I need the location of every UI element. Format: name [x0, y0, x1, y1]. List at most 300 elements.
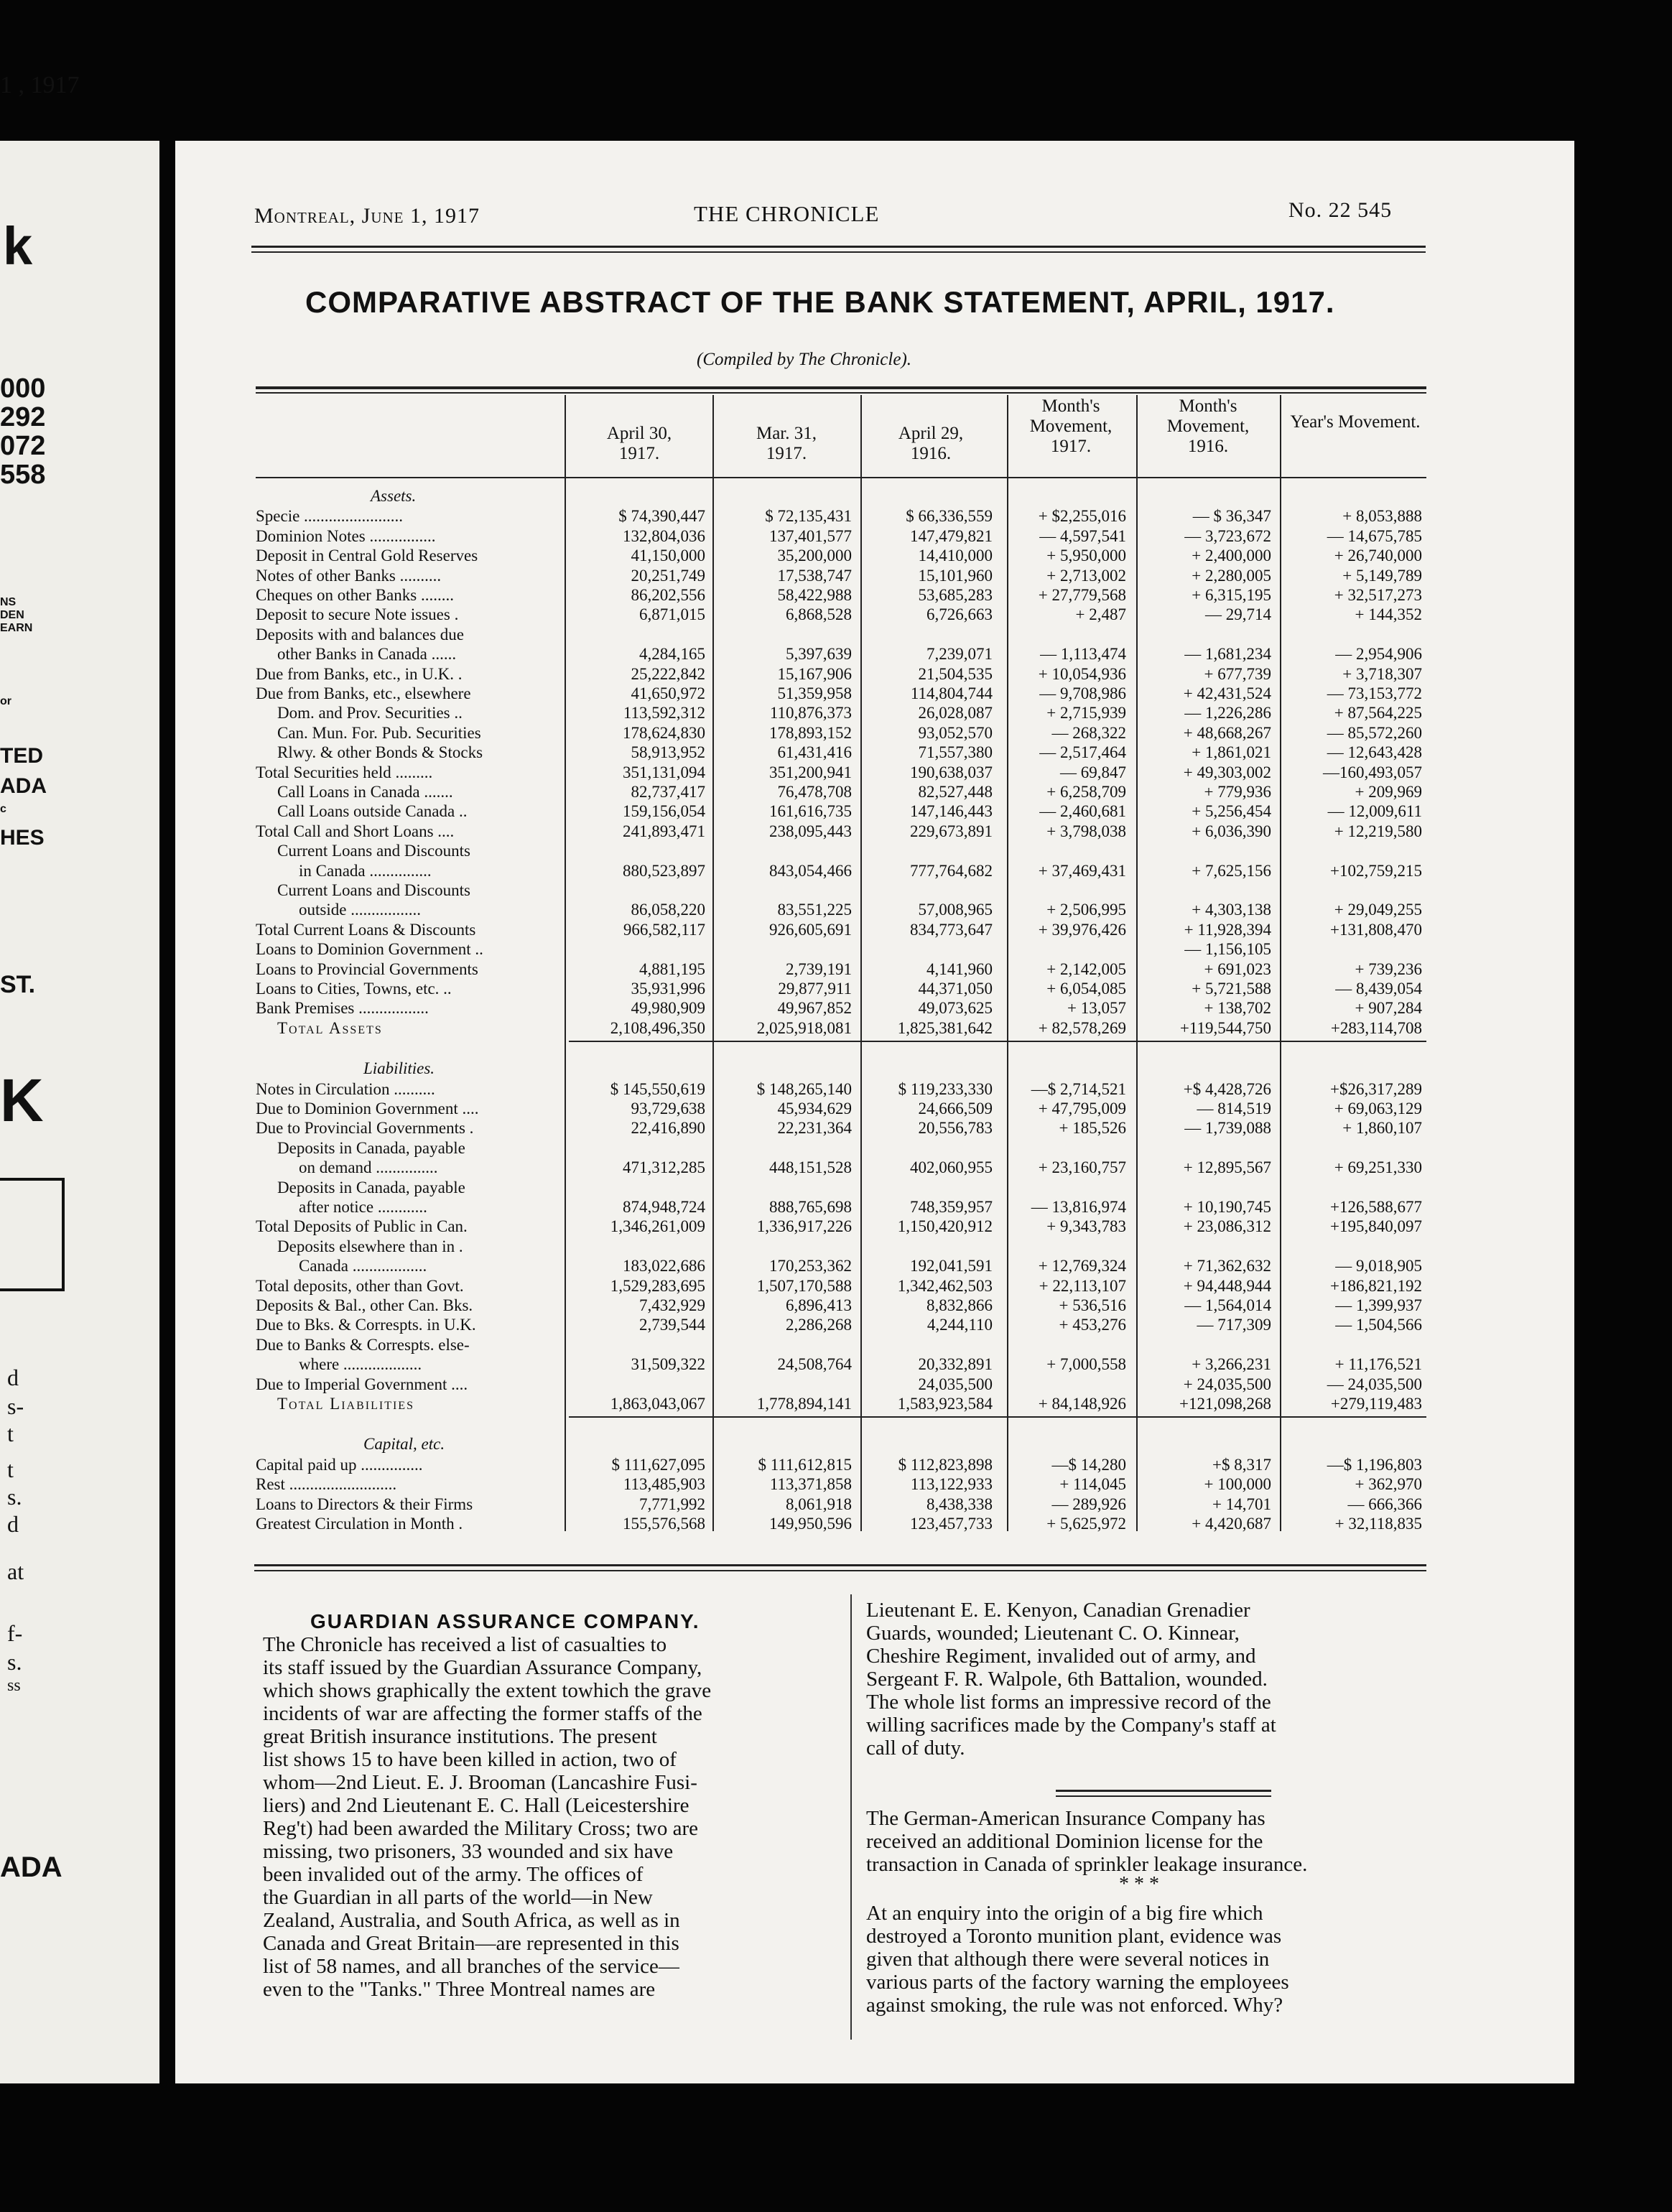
row-value: 24,035,500 [918, 1375, 993, 1393]
row-value: +195,840,097 [1330, 1217, 1422, 1235]
article-line: list of 58 names, and all branches of the service— [263, 1955, 679, 1978]
row-value: 161,616,735 [769, 802, 852, 820]
row-value: — 2,460,681 [1039, 802, 1126, 820]
row-value: 58,913,952 [631, 743, 705, 761]
row-value: + 779,936 [1204, 783, 1271, 801]
row-value: 24,666,509 [918, 1100, 993, 1117]
table-bottom-rule-2 [254, 1570, 1426, 1571]
row-value: + 5,721,588 [1192, 980, 1271, 998]
row-value: 149,950,596 [769, 1515, 852, 1533]
row-value: $ 74,390,447 [618, 507, 705, 525]
row-value: 86,202,556 [631, 586, 705, 604]
row-value: — 73,153,772 [1327, 684, 1422, 702]
article-line: whom—2nd Lieut. E. J. Brooman (Lancashire Fusi- [263, 1771, 697, 1794]
row-label: after notice ............ [299, 1198, 427, 1216]
article-heading: GUARDIAN ASSURANCE COMPANY. [310, 1610, 700, 1632]
table-row [256, 1099, 1583, 1119]
header-rule [251, 246, 1426, 248]
row-value: — 24,035,500 [1327, 1375, 1422, 1393]
row-label: Deposit to secure Note issues . [256, 605, 459, 623]
row-value: + 12,769,324 [1038, 1257, 1126, 1275]
row-value: + 2,142,005 [1046, 960, 1126, 978]
row-value: 82,737,417 [631, 783, 705, 801]
row-value: + 1,860,107 [1342, 1119, 1422, 1137]
row-value: — 69,847 [1060, 763, 1126, 781]
row-value: + 27,779,568 [1038, 586, 1126, 604]
row-value: + 2,506,995 [1046, 901, 1126, 919]
row-value: 8,438,338 [926, 1495, 993, 1513]
row-value: 7,239,071 [926, 645, 993, 663]
table-row [256, 684, 1583, 704]
prev-page-fragment: 072 [0, 431, 46, 461]
row-value: — 1,226,286 [1184, 704, 1271, 722]
prev-page-fragment: ADA [0, 774, 47, 798]
row-value: + 49,303,002 [1183, 763, 1271, 781]
row-value: 1,825,381,642 [897, 1019, 993, 1037]
table-row [256, 959, 1583, 980]
row-value: 351,200,941 [769, 763, 852, 781]
table-bottom-rule [254, 1564, 1426, 1566]
row-value: + 47,795,009 [1038, 1100, 1126, 1117]
article-line: which shows graphically the extent towhich the grave [263, 1679, 712, 1702]
table-row [256, 625, 1583, 645]
article-line: The German-American Insurance Company has [866, 1807, 1265, 1830]
row-value: $ 72,135,431 [765, 507, 852, 525]
article-line: liers) and 2nd Lieutenant E. C. Hall (Leicestershire [263, 1794, 689, 1817]
row-label: Rest .......................... [256, 1475, 397, 1493]
row-value: 113,592,312 [623, 704, 705, 722]
table-row [256, 546, 1583, 566]
row-value: —$ 1,196,803 [1327, 1456, 1422, 1474]
prev-page-fragment: DEN [0, 609, 24, 621]
article-line: The Chronicle has received a list of casualties to [263, 1633, 667, 1656]
row-value: $ 66,336,559 [906, 507, 993, 525]
header-dateline: Montreal, June 1, 1917 [254, 204, 480, 228]
row-value: 1,778,894,141 [756, 1395, 852, 1413]
row-value: 1,583,923,584 [897, 1395, 993, 1413]
table-row [256, 782, 1583, 802]
row-value: 49,073,625 [918, 999, 993, 1017]
table-row [256, 1354, 1583, 1375]
row-value: + 2,400,000 [1192, 547, 1271, 564]
row-value: + 29,049,255 [1334, 901, 1422, 919]
row-value: 93,729,638 [631, 1100, 705, 1117]
prev-page-fragment: HES [0, 826, 45, 850]
row-label: Due to Provincial Governments . [256, 1119, 474, 1137]
row-label: Can. Mun. For. Pub. Securities [277, 724, 481, 742]
row-value: 2,025,918,081 [756, 1019, 852, 1037]
table-row [256, 841, 1583, 861]
row-value: — 2,517,464 [1039, 743, 1126, 761]
row-value: — 1,681,234 [1184, 645, 1271, 663]
row-value: 49,967,852 [777, 999, 852, 1017]
short-rule-2 [1056, 1795, 1271, 1797]
row-value: + 5,625,972 [1046, 1515, 1126, 1533]
row-value: + 84,148,926 [1038, 1395, 1126, 1413]
article-line: Sergeant F. R. Walpole, 6th Battalion, wounded. [866, 1668, 1268, 1691]
row-value: 229,673,891 [910, 822, 993, 840]
total-row [256, 763, 1583, 783]
row-value: 834,773,647 [910, 921, 993, 939]
table-row [256, 605, 1583, 625]
row-value: + 9,343,783 [1046, 1217, 1126, 1235]
total-row [256, 1217, 1583, 1237]
row-label: Deposits & Bal., other Can. Bks. [256, 1296, 473, 1314]
row-value: +102,759,215 [1330, 862, 1422, 880]
prev-page-fragment: at [7, 1558, 24, 1584]
row-value: — 717,309 [1197, 1316, 1271, 1334]
row-value: 748,359,957 [910, 1198, 993, 1216]
table-row [256, 566, 1583, 586]
row-value: + 7,000,558 [1046, 1355, 1126, 1373]
row-label: Total deposits, other than Govt. [256, 1277, 464, 1295]
table-row [256, 861, 1583, 881]
total-row [256, 822, 1583, 842]
row-value: — 3,723,672 [1184, 527, 1271, 545]
row-value: 2,739,191 [786, 960, 852, 978]
row-label: Cheques on other Banks ........ [256, 586, 454, 604]
row-value: + 3,798,038 [1046, 822, 1126, 840]
prev-page-fragment: 292 [0, 402, 46, 432]
table-row [256, 743, 1583, 763]
row-value: — 1,564,014 [1184, 1296, 1271, 1314]
row-value: + 5,950,000 [1046, 547, 1126, 564]
row-value: 1,507,170,588 [756, 1277, 852, 1295]
row-value: 159,156,054 [623, 802, 705, 820]
row-label: Due to Banks & Correspts. else- [256, 1336, 470, 1354]
table-row [256, 1158, 1583, 1178]
table-row [256, 998, 1583, 1018]
row-value: + 69,251,330 [1334, 1158, 1422, 1176]
row-value: 21,504,535 [918, 665, 993, 683]
row-label: Notes of other Banks .......... [256, 567, 442, 585]
row-value: +$26,317,289 [1330, 1080, 1422, 1098]
row-value: — 13,816,974 [1031, 1198, 1126, 1216]
row-value: 2,286,268 [786, 1316, 852, 1334]
row-value: + 2,487 [1075, 605, 1126, 623]
row-value: — 1,156,105 [1184, 940, 1271, 958]
row-label: Dom. and Prov. Securities .. [277, 704, 463, 722]
row-value: — 814,519 [1197, 1100, 1271, 1117]
prev-page-fragment: NS [0, 596, 17, 608]
section-separator [569, 1041, 1426, 1042]
row-value: 471,312,285 [623, 1158, 705, 1176]
row-value: 20,556,783 [918, 1119, 993, 1137]
row-value: + 907,284 [1355, 999, 1422, 1017]
table-row [256, 644, 1583, 664]
row-label: Bank Premises ................. [256, 999, 429, 1017]
row-value: + 114,045 [1059, 1475, 1126, 1493]
table-row [256, 1197, 1583, 1217]
row-label: other Banks in Canada ...... [277, 645, 457, 663]
row-value: 17,538,747 [777, 567, 852, 585]
row-label: Rlwy. & other Bonds & Stocks [277, 743, 483, 761]
table-row [256, 526, 1583, 547]
row-value: $ 111,612,815 [758, 1456, 852, 1474]
news-item-toronto-fire [866, 1902, 1438, 2017]
row-value: + 536,516 [1059, 1296, 1126, 1314]
row-label: Dominion Notes ................ [256, 527, 436, 545]
row-value: 93,052,570 [918, 724, 993, 742]
row-value: 6,868,528 [786, 605, 852, 623]
row-value: 1,336,917,226 [756, 1217, 852, 1235]
row-value: 53,685,283 [918, 586, 993, 604]
row-value: — 12,009,611 [1327, 802, 1422, 820]
table-subtitle: (Compiled by The Chronicle). [697, 350, 912, 369]
table-title: COMPARATIVE ABSTRACT OF THE BANK STATEMENT, APRIL, 1917. [305, 285, 1335, 319]
column-header: Month's Movement, 1916. [1166, 396, 1250, 456]
row-value: 4,284,165 [639, 645, 705, 663]
row-label: Deposits with and balances due [256, 626, 464, 643]
row-value: 132,804,036 [623, 527, 705, 545]
short-rule [1056, 1790, 1271, 1792]
row-value: $ 119,233,330 [898, 1080, 993, 1098]
row-label: Notes in Circulation .......... [256, 1080, 435, 1098]
row-value: + 209,969 [1355, 783, 1422, 801]
row-value: 41,150,000 [631, 547, 705, 564]
row-value: + 13,057 [1067, 999, 1126, 1017]
prev-page-fragment: c [0, 803, 6, 815]
row-value: 6,896,413 [786, 1296, 852, 1314]
row-value: +126,588,677 [1330, 1198, 1422, 1216]
row-value: 51,359,958 [777, 684, 852, 702]
column-header: April 30, 1917. [606, 424, 672, 463]
row-value: + 8,053,888 [1342, 507, 1422, 525]
row-value: 22,416,890 [631, 1119, 705, 1137]
row-value: 926,605,691 [769, 921, 852, 939]
prev-page-fragment: 000 [0, 373, 46, 404]
table-row [256, 1375, 1583, 1395]
row-value: 170,253,362 [769, 1257, 852, 1275]
table-row [256, 1138, 1583, 1158]
row-value: + 24,035,500 [1183, 1375, 1271, 1393]
row-value: 137,401,577 [769, 527, 852, 545]
row-value: + 144,352 [1355, 605, 1422, 623]
row-value: 83,551,225 [777, 901, 852, 919]
row-value: 113,485,903 [623, 1475, 705, 1493]
article-line: great British insurance institutions. The present [263, 1725, 657, 1748]
prev-page-fragment: 558 [0, 460, 46, 490]
row-label: Due from Banks, etc., elsewhere [256, 684, 471, 702]
article-line: destroyed a Toronto munition plant, evidence was [866, 1925, 1282, 1948]
prev-page-fragment: or [0, 695, 11, 707]
prev-page-fragment: t [7, 1456, 14, 1482]
column-header: Year's Movement. [1290, 412, 1421, 432]
table-row [256, 1296, 1583, 1316]
row-value: +186,821,192 [1330, 1277, 1422, 1295]
row-value: 44,371,050 [918, 980, 993, 998]
row-value: 241,893,471 [623, 822, 705, 840]
row-value: — 1,399,937 [1335, 1296, 1422, 1314]
table-row [256, 939, 1583, 959]
row-label: Total Deposits of Public in Can. [256, 1217, 468, 1235]
previous-page-edge [0, 72, 159, 2083]
table-row [256, 1474, 1583, 1495]
row-value: + $2,255,016 [1038, 507, 1126, 525]
table-top-rule [256, 386, 1426, 389]
row-label: Due from Banks, etc., in U.K. . [256, 665, 463, 683]
row-value: 1,346,261,009 [610, 1217, 705, 1235]
article-line: Reg't) had been awarded the Military Cross; two are [263, 1817, 698, 1840]
table-row [256, 1237, 1583, 1257]
row-value: + 23,160,757 [1038, 1158, 1126, 1176]
table-row [256, 1178, 1583, 1198]
prev-page-fragment: ST. [0, 971, 36, 998]
row-value: 58,422,988 [777, 586, 852, 604]
row-value: 2,739,544 [639, 1316, 705, 1334]
section-heading: Liabilities. [363, 1059, 435, 1078]
prev-page-fragment: TED [0, 744, 43, 768]
row-value: + 71,362,632 [1183, 1257, 1271, 1275]
row-value: 35,200,000 [777, 547, 852, 564]
row-value: + 26,740,000 [1334, 547, 1422, 564]
row-value: 29,877,911 [778, 980, 852, 998]
row-label: Due to Bks. & Correspts. in U.K. [256, 1316, 476, 1334]
row-value: — 12,643,428 [1327, 743, 1422, 761]
row-value: + 4,420,687 [1192, 1515, 1271, 1533]
row-label: Call Loans in Canada ....... [277, 783, 453, 801]
row-value: 49,980,909 [631, 999, 705, 1017]
row-label: Loans to Directors & their Firms [256, 1495, 473, 1513]
prev-page-fragment: K [0, 1066, 44, 1134]
table-row [256, 1514, 1583, 1534]
article-line: The whole list forms an impressive record of the [866, 1691, 1271, 1714]
row-value: + 185,526 [1059, 1119, 1126, 1137]
article-line: Lieutenant E. E. Kenyon, Canadian Grenadier [866, 1599, 1250, 1622]
row-value: 183,022,686 [623, 1257, 705, 1275]
table-row [256, 900, 1583, 920]
row-label: Deposits in Canada, payable [277, 1179, 465, 1196]
column-header: Month's Movement, 1917. [1029, 396, 1113, 456]
row-value: 351,131,094 [623, 763, 705, 781]
row-label: Capital paid up ............... [256, 1456, 423, 1474]
row-label: in Canada ............... [299, 862, 432, 880]
table-row [256, 723, 1583, 743]
row-value: + 6,315,195 [1192, 586, 1271, 604]
row-value: 76,478,708 [777, 783, 852, 801]
row-value: + 3,718,307 [1342, 665, 1422, 683]
row-label: Deposits elsewhere than in . [277, 1237, 463, 1255]
row-value: — 1,504,566 [1335, 1316, 1422, 1334]
table-row [256, 585, 1583, 605]
row-label: Greatest Circulation in Month . [256, 1515, 463, 1533]
row-value: +131,808,470 [1330, 921, 1422, 939]
row-value: + 2,713,002 [1046, 567, 1126, 585]
row-value: 8,061,918 [786, 1495, 852, 1513]
row-value: $ 112,823,898 [898, 1456, 993, 1474]
row-value: +121,098,268 [1179, 1395, 1271, 1413]
row-value: 26,028,087 [918, 704, 993, 722]
row-label: Loans to Dominion Government .. [256, 940, 483, 958]
row-value: + 138,702 [1204, 999, 1271, 1017]
row-value: — 14,675,785 [1327, 527, 1422, 545]
article-line: Canada and Great Britain—are represented in this [263, 1932, 679, 1955]
row-value: + 69,063,129 [1334, 1100, 1422, 1117]
column-header: Mar. 31, 1917. [756, 424, 817, 463]
article-line: missing, two prisoners, 33 wounded and six have [263, 1840, 674, 1863]
row-value: + 10,190,745 [1183, 1198, 1271, 1216]
article-line: transaction in Canada of sprinkler leakage insurance. [866, 1853, 1308, 1876]
row-value: 4,244,110 [926, 1316, 993, 1334]
row-value: + 11,928,394 [1184, 921, 1271, 939]
article-line: even to the "Tanks." Three Montreal names are [263, 1978, 656, 2001]
table-row [256, 506, 1583, 526]
row-value: + 82,578,269 [1038, 1019, 1126, 1037]
row-value: 71,557,380 [918, 743, 993, 761]
row-value: + 11,176,521 [1334, 1355, 1422, 1373]
row-value: +283,114,708 [1330, 1019, 1422, 1037]
header-rule-2 [251, 251, 1426, 253]
article-line: Zealand, Australia, and South Africa, as well as in [263, 1909, 680, 1932]
row-value: + 739,236 [1355, 960, 1422, 978]
row-label: Canada .................. [299, 1257, 427, 1275]
row-value: 41,650,972 [631, 684, 705, 702]
row-value: $ 111,627,095 [611, 1456, 705, 1474]
article-line: list shows 15 to have been killed in action, two of [263, 1748, 677, 1771]
row-value: 4,881,195 [639, 960, 705, 978]
row-value: + 12,895,567 [1183, 1158, 1271, 1176]
row-label: Total Current Loans & Discounts [256, 921, 476, 939]
column-divider [850, 1594, 852, 2040]
row-value: + 362,970 [1355, 1475, 1422, 1493]
row-value: 113,371,858 [769, 1475, 852, 1493]
row-value: 8,832,866 [926, 1296, 993, 1314]
row-value: 25,222,842 [631, 665, 705, 683]
row-value: 7,771,992 [639, 1495, 705, 1513]
total-row [256, 920, 1583, 940]
separator-stars: * * * [1119, 1873, 1159, 1895]
header-masthead: THE CHRONICLE [694, 201, 880, 226]
row-value: 6,726,663 [926, 605, 993, 623]
row-value: —$ 14,280 [1051, 1456, 1126, 1474]
row-value: 777,764,682 [910, 862, 993, 880]
row-label: Total Securities held ......... [256, 763, 433, 781]
row-value: +$ 4,428,726 [1183, 1080, 1271, 1098]
row-value: + 32,517,273 [1334, 586, 1422, 604]
row-value: 57,008,965 [918, 901, 993, 919]
prev-page-fragment: k [3, 216, 33, 276]
row-value: + 3,266,231 [1192, 1355, 1271, 1373]
row-value: $ 148,265,140 [756, 1080, 852, 1098]
row-value: + 6,258,709 [1046, 783, 1126, 801]
row-value: +119,544,750 [1179, 1019, 1271, 1037]
article-right-continuation [866, 1599, 1438, 1760]
article-line: willing sacrifices made by the Company's staff at [866, 1714, 1276, 1737]
table-row [256, 880, 1583, 901]
row-value: + 453,276 [1059, 1316, 1126, 1334]
row-value: + 12,219,580 [1334, 822, 1422, 840]
news-item-german-american [866, 1807, 1438, 1876]
row-value: + 4,303,138 [1192, 901, 1271, 919]
row-value: — 85,572,260 [1327, 724, 1422, 742]
row-value: + 87,564,225 [1334, 704, 1422, 722]
row-value: 31,509,322 [631, 1355, 705, 1373]
row-value: + 100,000 [1204, 1475, 1271, 1493]
row-label: Total Liabilities [277, 1395, 414, 1413]
row-value: — 2,954,906 [1335, 645, 1422, 663]
row-value: 15,167,906 [777, 665, 852, 683]
row-value: 2,108,496,350 [610, 1019, 705, 1037]
row-value: 155,576,568 [623, 1515, 705, 1533]
section-heading: Assets. [371, 487, 417, 505]
row-value: + 48,668,267 [1183, 724, 1271, 742]
row-label: Current Loans and Discounts [277, 842, 470, 860]
article-line: Cheshire Regiment, invalided out of army, and [866, 1645, 1256, 1668]
prev-page-fragment: s. [7, 1484, 22, 1510]
row-value: + 5,149,789 [1342, 567, 1422, 585]
total-row [256, 1018, 1583, 1038]
row-value: 20,251,749 [631, 567, 705, 585]
